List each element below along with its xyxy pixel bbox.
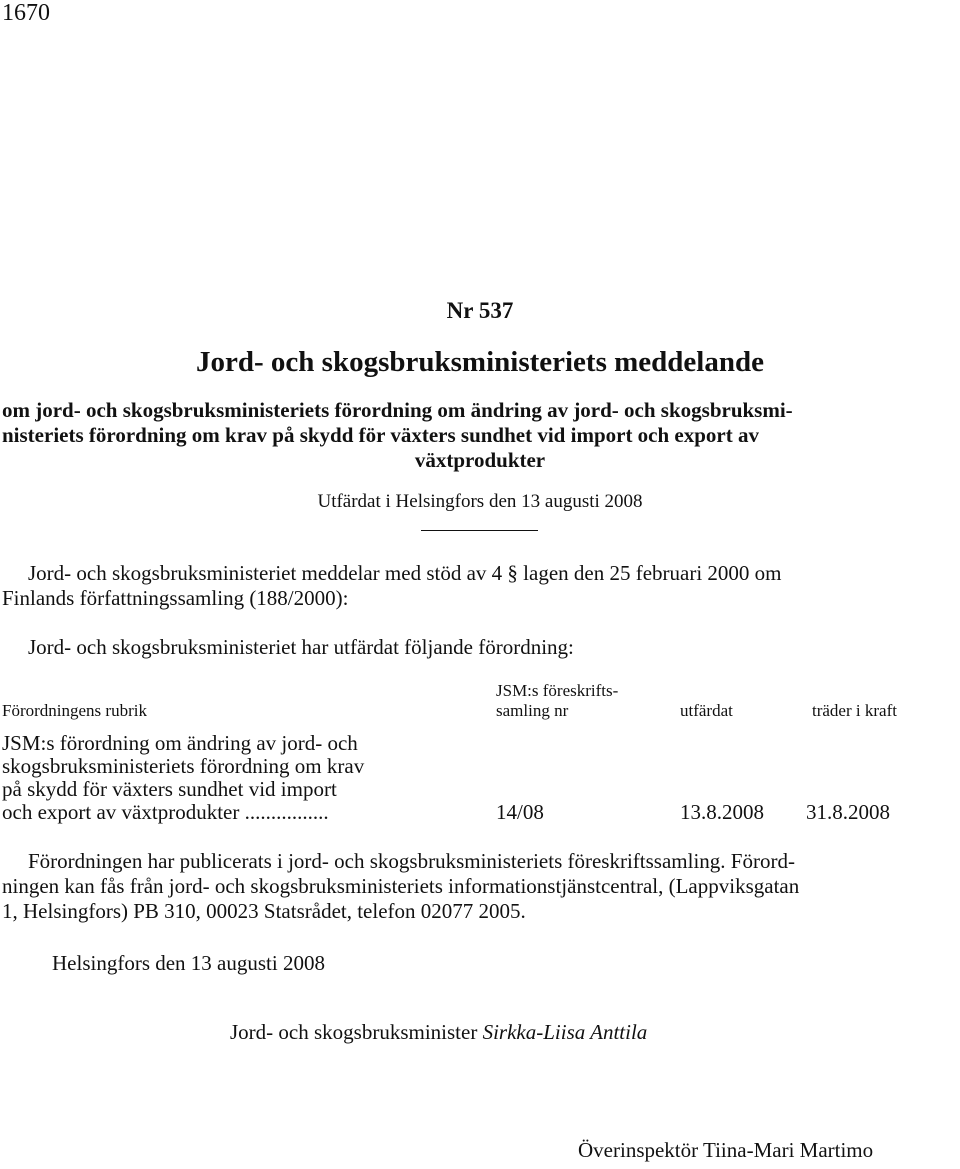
intro-line: Jord- och skogsbruksministeriet meddelar med stöd av 4 § lagen den 25 februari 2000 om <box>28 561 782 585</box>
intro-line: Finlands författningssamling (188/2000): <box>2 586 349 610</box>
table-header-jsm-line2: samling nr <box>496 701 569 720</box>
announcement: Jord- och skogsbruksministeriet har utfärdat följande förordning: <box>28 635 574 659</box>
published-line: 1, Helsingfors) PB 310, 00023 Statsrådet, telefon 02077 2005. <box>2 899 526 923</box>
publication-paragraph <box>2 849 958 924</box>
subtitle-line: växtprodukter <box>414 448 546 472</box>
table-cell-trader: 31.8.2008 <box>806 800 890 824</box>
published-line: Förordningen har publicerats i jord- och skogsbruksministeriets föreskriftssamling. Förord- <box>28 849 795 873</box>
table-cell-utfardat: 13.8.2008 <box>680 800 764 824</box>
minister-title: Jord- och skogsbruksminister <box>230 1020 478 1044</box>
table-header-jsm-line1: JSM:s föreskrifts- <box>496 681 619 700</box>
document-subtitle <box>2 398 958 473</box>
rubrik-line: på skydd för växters sundhet vid import <box>2 777 337 801</box>
document-title: Jord- och skogsbruksministeriets meddelande <box>196 346 764 378</box>
table-header-trader: träder i kraft <box>812 701 897 720</box>
rubrik-line: och export av växtprodukter ................ <box>2 800 329 824</box>
place-date: Helsingfors den 13 augusti 2008 <box>52 951 325 975</box>
table-cell-nr: 14/08 <box>496 800 544 824</box>
subtitle-line: om jord- och skogsbruksministeriets förordning om ändring av jord- och skogsbruksmi- <box>2 398 793 422</box>
minister-signature <box>230 1020 647 1045</box>
table-header-utfardat: utfärdat <box>680 701 733 720</box>
issued-statement: Utfärdat i Helsingfors den 13 augusti 2008 <box>317 491 643 512</box>
published-line: ningen kan fås från jord- och skogsbruksministeriets informationstjänstcentral, (Lappviksgatan <box>2 874 800 898</box>
subtitle-line: nisteriets förordning om krav på skydd för växters sundhet vid import och export av <box>2 423 759 447</box>
rubrik-line: skogsbruksministeriets förordning om krav <box>2 754 365 778</box>
rubrik-line: JSM:s förordning om ändring av jord- och <box>2 731 358 755</box>
table-header-jsm <box>496 681 618 721</box>
separator-rule <box>421 530 538 531</box>
page-number: 1670 <box>2 0 50 26</box>
document-number: Nr 537 <box>446 298 514 323</box>
minister-name: Sirkka-Liisa Anttila <box>482 1020 648 1044</box>
table-cell-rubrik <box>2 732 442 824</box>
intro-paragraph <box>2 561 958 611</box>
table-header-rubrik: Förordningens rubrik <box>2 701 147 720</box>
inspector-signature: Överinspektör Tiina-Mari Martimo <box>578 1138 874 1162</box>
